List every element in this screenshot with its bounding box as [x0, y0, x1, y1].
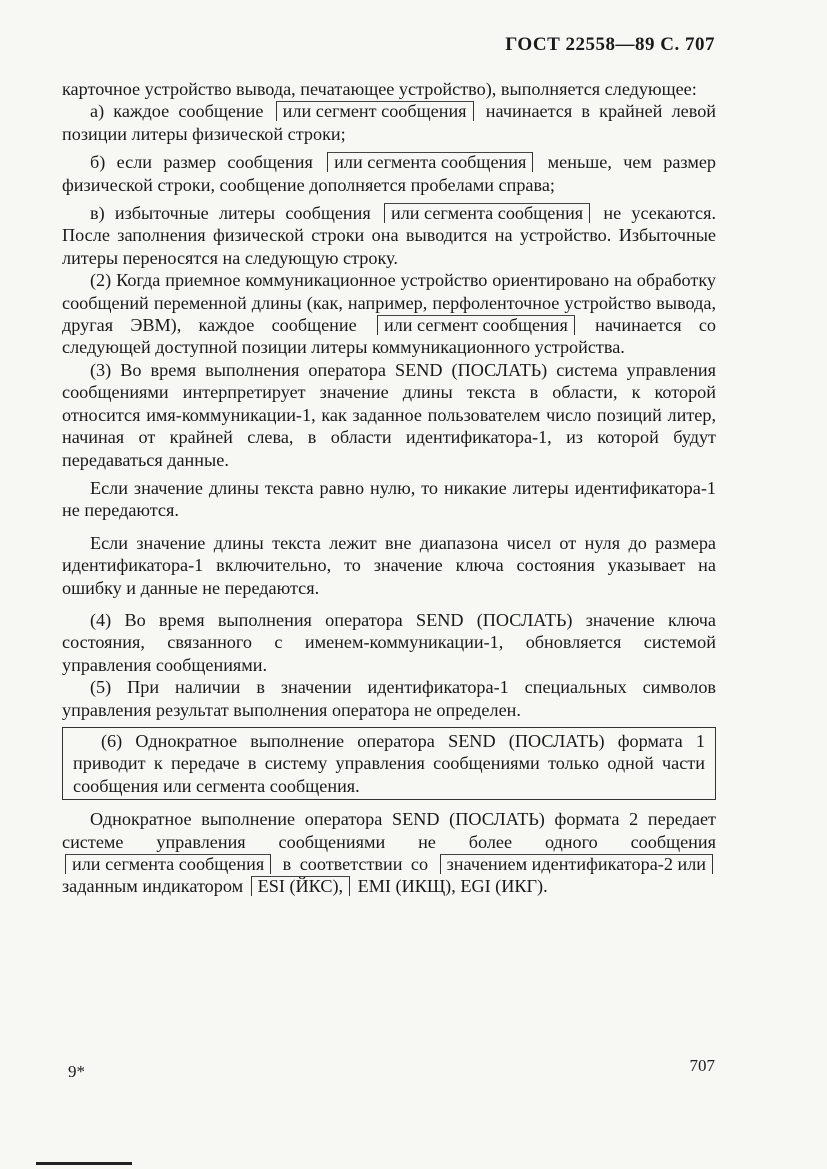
paragraph-7 [62, 808, 716, 898]
item-v [62, 202, 716, 269]
boxed-insert: или сегмент сообщения [276, 101, 474, 121]
item-b-rest: меньше, чем размер физической строки, сообщение дополняется пробелами справа; [62, 152, 717, 195]
paragraph-intro [62, 78, 716, 100]
item-b [62, 151, 716, 196]
item-a [62, 100, 716, 145]
boxed-insert: или сегмента сообщения [384, 203, 590, 223]
boxed-insert: или сегмента сообщения [327, 152, 533, 172]
boxed-insert: значением идентификатора-2 или [440, 854, 713, 874]
p2-text: (2) Когда приемное коммуникационное устройство ориентировано на обработку сообщений переменной длины (как, например, перфоленточное устройство вывода, другая ЭВМ), каждое сообщение [62, 270, 716, 336]
paragraph-3b: Если значение длины текста лежит вне диапазона чисел от нуля до размера идентификатора-1 включительно, то значение ключа состояния указывает на ошибку и данные не передаются. [62, 532, 716, 598]
document-body [62, 78, 716, 898]
paragraph-3: (3) Во время выполнения оператора SEND (ПОСЛАТЬ) система управления сообщениями интерпретирует значение длины текста в области, к которой относится имя-коммуникации-1, как заданное пользователем число позиций литер, начиная от крайней слева, в области идентификатора-1, из которой будут передаваться данные. [62, 359, 716, 470]
paragraph-5: (5) При наличии в значении идентификатора-1 специальных символов управления результат выполнения оператора не определен. [62, 677, 716, 720]
boxed-paragraph-6: (6) Однократное выполнение оператора SEND (ПОСЛАТЬ) формата 1 приводит к передаче в систему управления сообщениями только одной части сообщения или сегмента сообщения. [62, 727, 716, 800]
boxed-insert: или сегмента сообщения [65, 854, 271, 874]
p7-text: Однократное выполнение оператора SEND (ПОСЛАТЬ) формата 2 передает системе управления сообщениями не более одного сообщения [62, 809, 716, 852]
p7-rest: EMI (ИКЩ), EGI (ИКГ). [357, 876, 548, 897]
boxed-insert: ESI (ЙКС), [251, 876, 350, 896]
item-a-rest: начинается в крайней левой позиции литеры физической строки; [62, 101, 717, 144]
paragraph-3a: Если значение длины текста равно нулю, то никакие литеры идентификатора-1 не передаются. [62, 477, 716, 521]
boxed-insert: или сегмент сообщения [377, 315, 575, 335]
intro-text: карточное устройство вывода, печатающее устройство), выполняется следующее: [62, 79, 697, 99]
bottom-rule [36, 1162, 132, 1165]
item-a-text: а) каждое сообщение [90, 101, 264, 122]
p2-rest: начинается со следующей доступной позиции литеры коммуникационного устройства. [62, 315, 716, 358]
item-v-rest: не усекаются. После заполнения физической строки она выводится на устройство. Избыточные литеры переносятся на следующую строку. [62, 203, 717, 268]
page-header: ГОСТ 22558—89 С. 707 [505, 34, 715, 55]
p7-mid2: заданным индикатором [62, 876, 244, 897]
paragraph-4: (4) Во время выполнения оператора SEND (ПОСЛАТЬ) значение ключа состояния, связанного с именем-коммуникации-1, обновляется системой управления сообщениями. [62, 609, 716, 675]
page-number: 707 [689, 1056, 715, 1075]
item-b-text: б) если размер сообщения [90, 152, 313, 173]
paragraph-2 [62, 269, 716, 359]
footer-signature: 9* [68, 1062, 85, 1081]
p7-mid: в соответствии со [282, 854, 429, 874]
item-v-text: в) избыточные литеры сообщения [90, 203, 371, 224]
